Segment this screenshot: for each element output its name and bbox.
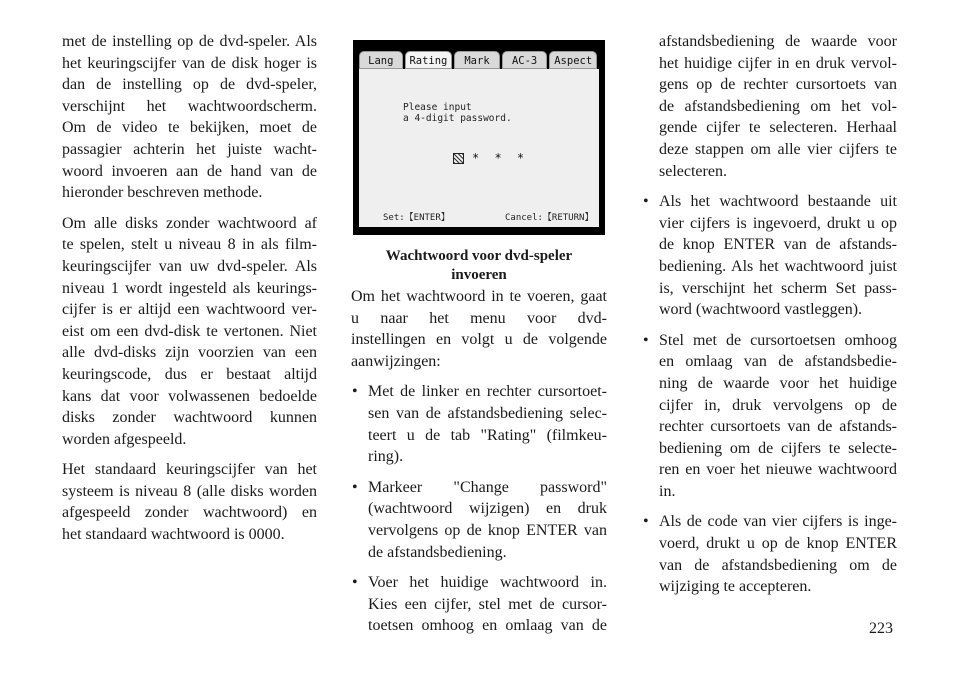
paragraph-password-screen	[62, 31, 317, 204]
text-line: de knop ENTER van de afstands-	[659, 236, 897, 254]
column-right	[642, 31, 897, 607]
text-line: aanwijzingen:	[351, 352, 441, 370]
bullet-icon: •	[352, 383, 358, 401]
text-line: systeem is niveau 8 (alle disks worden	[62, 482, 317, 500]
bullet-icon: •	[352, 478, 358, 496]
cancel-hint: Cancel:【RETURN】	[505, 213, 594, 223]
text-line: instellingen en volgt u de volgende	[351, 331, 607, 349]
tab-mark: Mark	[454, 51, 500, 69]
text-line: disks zonder wachtwoord kunnen	[62, 409, 317, 427]
text-line: bediening om de cijfers te selecte-	[659, 439, 897, 457]
text-line: vier cijfers is ingevoerd, drukt u op	[659, 214, 897, 232]
text-line: te spelen, stelt u niveau 8 in als film-	[62, 236, 317, 254]
set-hint: Set:【ENTER】	[383, 213, 450, 223]
bullet-icon: •	[352, 574, 358, 592]
column-middle	[351, 286, 607, 646]
paragraph-instructions-intro	[351, 286, 607, 372]
text-line: keuringscode, dus er bestaat altijd	[62, 365, 317, 383]
text-line: alle dvd-disks zijn voorzien van een	[62, 344, 317, 362]
text-line: teert u de tab "Rating" (filmkeu-	[368, 426, 607, 444]
text-line: passagier achterin het juiste wacht-	[62, 140, 317, 158]
bullet-icon: •	[643, 331, 649, 349]
text-line: worden afgespeeld.	[62, 430, 187, 448]
text-line: sen van de afstandsbediening selec-	[368, 404, 607, 422]
text-line: gende cijfer te selecteren. Herhaal	[659, 119, 897, 137]
prompt-line-1: Please input	[403, 102, 472, 113]
text-line: eist om een dvd-disk te vertonen. Niet	[62, 322, 317, 340]
text-line: Stel met de cursortoetsen omhoog	[659, 331, 897, 349]
text-line: u naar het menu voor dvd-	[351, 309, 607, 327]
tab-lang: Lang	[359, 51, 403, 69]
text-line: bediening. Als het wachtwoord juist	[659, 257, 897, 275]
text-line: word (wachtwoord vastleggen).	[659, 301, 863, 319]
text-line: het standaard wachtwoord is 0000.	[62, 526, 285, 544]
text-line: Markeer "Change password"	[368, 478, 607, 496]
list-item	[351, 572, 607, 637]
text-line: en omlaag van de afstandsbedie-	[659, 353, 897, 371]
text-line: gens op de rechter cursortoets van	[659, 76, 897, 94]
tab-bar	[359, 51, 599, 69]
text-line: van de afstandsbediening om de	[659, 556, 897, 574]
text-line: de afstandsbediening om het vol-	[659, 97, 897, 115]
list-item	[642, 191, 897, 321]
text-line: is, verschijnt het scherm Set pass-	[659, 279, 897, 297]
text-line: cijfer is er altijd een wachtwoord ver-	[62, 301, 317, 319]
tab-rating: Rating	[405, 51, 453, 69]
text-line: ning de waarde voor het huidige	[659, 374, 897, 392]
text-line: wijziging te accepteren.	[659, 578, 812, 596]
text-line: afgespeeld zonder wachtwoord) en	[62, 504, 317, 522]
dvd-password-screenshot	[353, 40, 605, 235]
list-item	[351, 381, 607, 467]
text-line: woord invoeren aan de hand van de	[62, 162, 317, 180]
text-line: Om het wachtwoord in te voeren, gaat	[351, 288, 607, 305]
tab-aspect: Aspect	[549, 51, 597, 69]
paragraph-level-8	[62, 213, 317, 451]
text-line: selecteren.	[659, 162, 727, 180]
text-line: ren en voer het nieuwe wachtwoord	[659, 461, 897, 479]
paragraph-default-rating	[62, 459, 317, 545]
list-item	[642, 330, 897, 503]
text-line: ring).	[368, 448, 404, 466]
password-cursor-cell	[453, 153, 464, 164]
text-line: met de instelling op de dvd-speler. Als	[62, 33, 317, 50]
password-mask: * * *	[472, 151, 529, 165]
instruction-list-2	[642, 191, 897, 598]
prompt-line-2: a 4-digit password.	[403, 112, 512, 124]
text-line: Om de video te bekijken, moet de	[62, 119, 317, 137]
figure-caption	[365, 247, 593, 285]
bullet-icon: •	[643, 513, 649, 531]
text-line: de afstandsbediening.	[368, 543, 507, 561]
password-prompt	[403, 103, 512, 124]
text-line: het keuringscijfer van de disk hoger is	[62, 54, 317, 72]
tab-ac-3: AC-3	[502, 51, 548, 69]
text-line: vervolgens op de knop ENTER van	[368, 521, 607, 539]
caption-line-1: Wachtwoord voor dvd-speler	[385, 248, 573, 264]
text-line: hieronder beschreven methode.	[62, 184, 263, 202]
list-item	[351, 477, 607, 563]
text-line: cijfer in, druk vervolgens op de	[659, 396, 897, 414]
rating-panel	[359, 69, 599, 227]
text-line: kans dat voor volwassenen bedoelde	[62, 387, 317, 405]
text-line: (wachtwoord wijzigen) en druk	[368, 500, 607, 518]
text-line: keuringscijfer van uw dvd-speler. Als	[62, 257, 317, 275]
text-line: Als het wachtwoord bestaande uit	[659, 193, 897, 211]
text-line: deze stappen om alle vier cijfers te	[659, 140, 897, 158]
text-line: afstandsbediening de waarde voor	[659, 33, 897, 50]
text-line: Het standaard keuringscijfer van het	[62, 461, 317, 479]
text-line: Als de code van vier cijfers is inge-	[659, 513, 897, 531]
paragraph-continued	[642, 31, 897, 182]
text-line: verschijnt het wachtwoordscherm.	[62, 97, 317, 115]
text-line: Om alle disks zonder wachtwoord af	[62, 214, 317, 232]
text-line: Voer het huidige wachtwoord in.	[368, 574, 607, 592]
text-line: in.	[659, 482, 676, 500]
text-line: het huidige cijfer in en druk vervol-	[659, 54, 897, 72]
text-line: toetsen omhoog en omlaag van de	[368, 617, 607, 635]
text-line: rechter cursortoets van de afstands-	[659, 418, 897, 436]
instruction-list-1	[351, 381, 607, 637]
text-line: Met de linker en rechter cursortoet-	[368, 383, 607, 401]
caption-line-2: invoeren	[451, 267, 507, 283]
text-line: niveau 1 wordt ingesteld als keurings-	[62, 279, 317, 297]
password-field	[453, 151, 528, 165]
column-left	[62, 31, 317, 546]
text-line: dan de instelling op de dvd-speler,	[62, 76, 317, 94]
text-line: voerd, drukt u op de knop ENTER	[659, 535, 897, 553]
list-item	[642, 511, 897, 597]
page-number: 223	[869, 620, 893, 637]
text-line: Kies een cijfer, stel met de cursor-	[368, 595, 607, 613]
bullet-icon: •	[643, 193, 649, 211]
